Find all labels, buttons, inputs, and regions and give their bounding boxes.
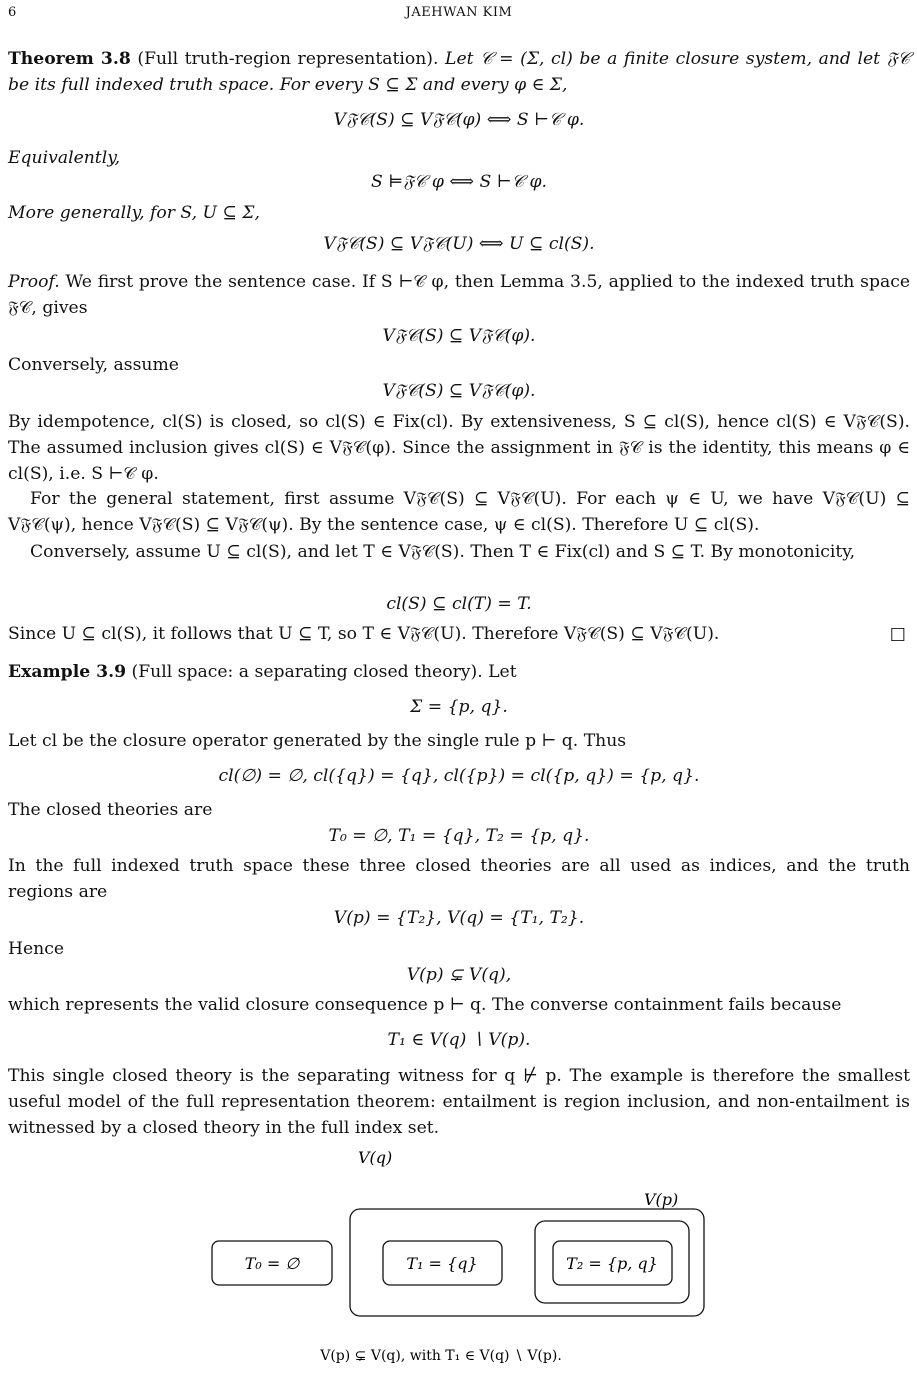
proof-paragraph-2: Conversely, assume xyxy=(8,355,179,375)
box-t1-label: T₁ = {q} xyxy=(406,1254,478,1273)
example-label: Example 3.9 xyxy=(8,662,127,682)
qed-symbol: □ xyxy=(889,624,906,644)
example-heading xyxy=(8,660,910,686)
proof-paragraph-6 xyxy=(8,622,910,648)
example-display-3: T₀ = ∅, T₁ = {q}, T₂ = {p, q}. xyxy=(328,826,590,846)
example-title: (Full space: a separating closed theory). xyxy=(131,662,483,682)
theorem-title: (Full truth-region representation). xyxy=(137,49,439,69)
example-let: Let xyxy=(488,662,517,682)
proof-display-3: cl(S) ⊆ cl(T) = T. xyxy=(386,594,532,614)
proof-paragraph-4: For the general statement, first assume V𝔉𝒞(S) ⊆ V𝔉𝒞(U). For each ψ ∈ U, we have V𝔉𝒞(U) ⊆ V𝔉𝒞(ψ), hence V𝔉𝒞(S) ⊆ V𝔉𝒞(ψ). By the sentence case, ψ ∈ cl(S). Therefore U ⊆ cl(S). xyxy=(8,489,910,535)
running-author: JAEHWAN KIM xyxy=(405,5,513,20)
proof-display-1: V𝔉𝒞(S) ⊆ V𝔉𝒞(φ). xyxy=(382,326,536,346)
box-t2-label: T₂ = {p, q} xyxy=(566,1254,658,1273)
theorem-statement xyxy=(8,47,910,99)
region-diagram xyxy=(8,1140,910,1370)
example-paragraph-1: Let cl be the closure operator generated by the single rule p ⊢ q. Thus xyxy=(8,731,627,751)
box-t0-label: T₀ = ∅ xyxy=(244,1254,300,1273)
proof-paragraph-5: Conversely, assume U ⊆ cl(S), and let T ∈ V𝔉𝒞(S). Then T ∈ Fix(cl) and S ⊆ T. By monotonicity, xyxy=(30,542,856,562)
theorem-display-3: V𝔉𝒞(S) ⊆ V𝔉𝒞(U) ⟺ U ⊆ cl(S). xyxy=(323,234,595,254)
label-vq: V(q) xyxy=(358,1148,393,1167)
theorem-display-1: V𝔉𝒞(S) ⊆ V𝔉𝒞(φ) ⟺ S ⊢𝒞 φ. xyxy=(333,110,585,130)
label-vp: V(p) xyxy=(644,1190,679,1209)
example-display-1: Σ = {p, q}. xyxy=(410,697,508,717)
theorem-text: Let 𝒞 = (Σ, cl) be a finite closure system, and let 𝔉𝒞 be its full indexed truth space. For every S ⊆ Σ and every φ ∈ Σ, xyxy=(8,49,911,95)
proof-text-1: We first prove the sentence case. If S ⊢𝒞 φ, then Lemma 3.5, applied to the indexed truth space 𝔉𝒞, gives xyxy=(8,272,910,318)
example-paragraph-3: In the full indexed truth space these three closed theories are all used as indices, and the truth regions are xyxy=(8,856,910,902)
proof-paragraph-3: By idempotence, cl(S) is closed, so cl(S) ∈ Fix(cl). By extensiveness, S ⊆ cl(S), hence cl(S) ∈ V𝔉𝒞(S). The assumed inclusion gives cl(S) ∈ V𝔉𝒞(φ). Since the assignment in 𝔉𝒞 is the identity, this means φ ∈ cl(S), i.e. S ⊢𝒞 φ. xyxy=(8,412,910,484)
theorem-label: Theorem 3.8 xyxy=(8,49,131,69)
theorem-more-generally: More generally, for S, U ⊆ Σ, xyxy=(8,203,260,223)
figure-caption: V(p) ⊊ V(q), with T₁ ∈ V(q) ∖ V(p). xyxy=(320,1348,562,1364)
proof-label: Proof. xyxy=(8,272,60,292)
example-paragraph-5: which represents the valid closure consequence p ⊢ q. The converse containment fails because xyxy=(8,995,842,1015)
proof-display-2: V𝔉𝒞(S) ⊆ V𝔉𝒞(φ). xyxy=(382,381,536,401)
example-paragraph-4: Hence xyxy=(8,939,65,959)
running-head xyxy=(8,3,910,23)
example-paragraph-6: This single closed theory is the separating witness for q ⊬ p. The example is therefore the smallest useful model of the full representation theorem: entailment is region inclusion, and non-entailment is witnessed by a closed theory in the full index set. xyxy=(8,1066,910,1138)
theorem-display-2: S ⊨𝔉𝒞 φ ⟺ S ⊢𝒞 φ. xyxy=(371,172,547,192)
example-display-5: V(p) ⊊ V(q), xyxy=(406,965,512,985)
example-display-4: V(p) = {T₂}, V(q) = {T₁, T₂}. xyxy=(333,908,585,928)
example-display-6: T₁ ∈ V(q) ∖ V(p). xyxy=(387,1030,531,1050)
theorem-equivalently: Equivalently, xyxy=(8,148,121,168)
proof-paragraph-1 xyxy=(8,270,910,322)
example-paragraph-2: The closed theories are xyxy=(8,800,213,820)
proof-text-6: Since U ⊆ cl(S), it follows that U ⊆ T, so T ∈ V𝔉𝒞(U). Therefore V𝔉𝒞(S) ⊆ V𝔉𝒞(U). xyxy=(8,624,720,644)
page-number: 6 xyxy=(8,5,17,20)
example-display-2: cl(∅) = ∅, cl({q}) = {q}, cl({p}) = cl({p, q}) = {p, q}. xyxy=(218,766,700,786)
